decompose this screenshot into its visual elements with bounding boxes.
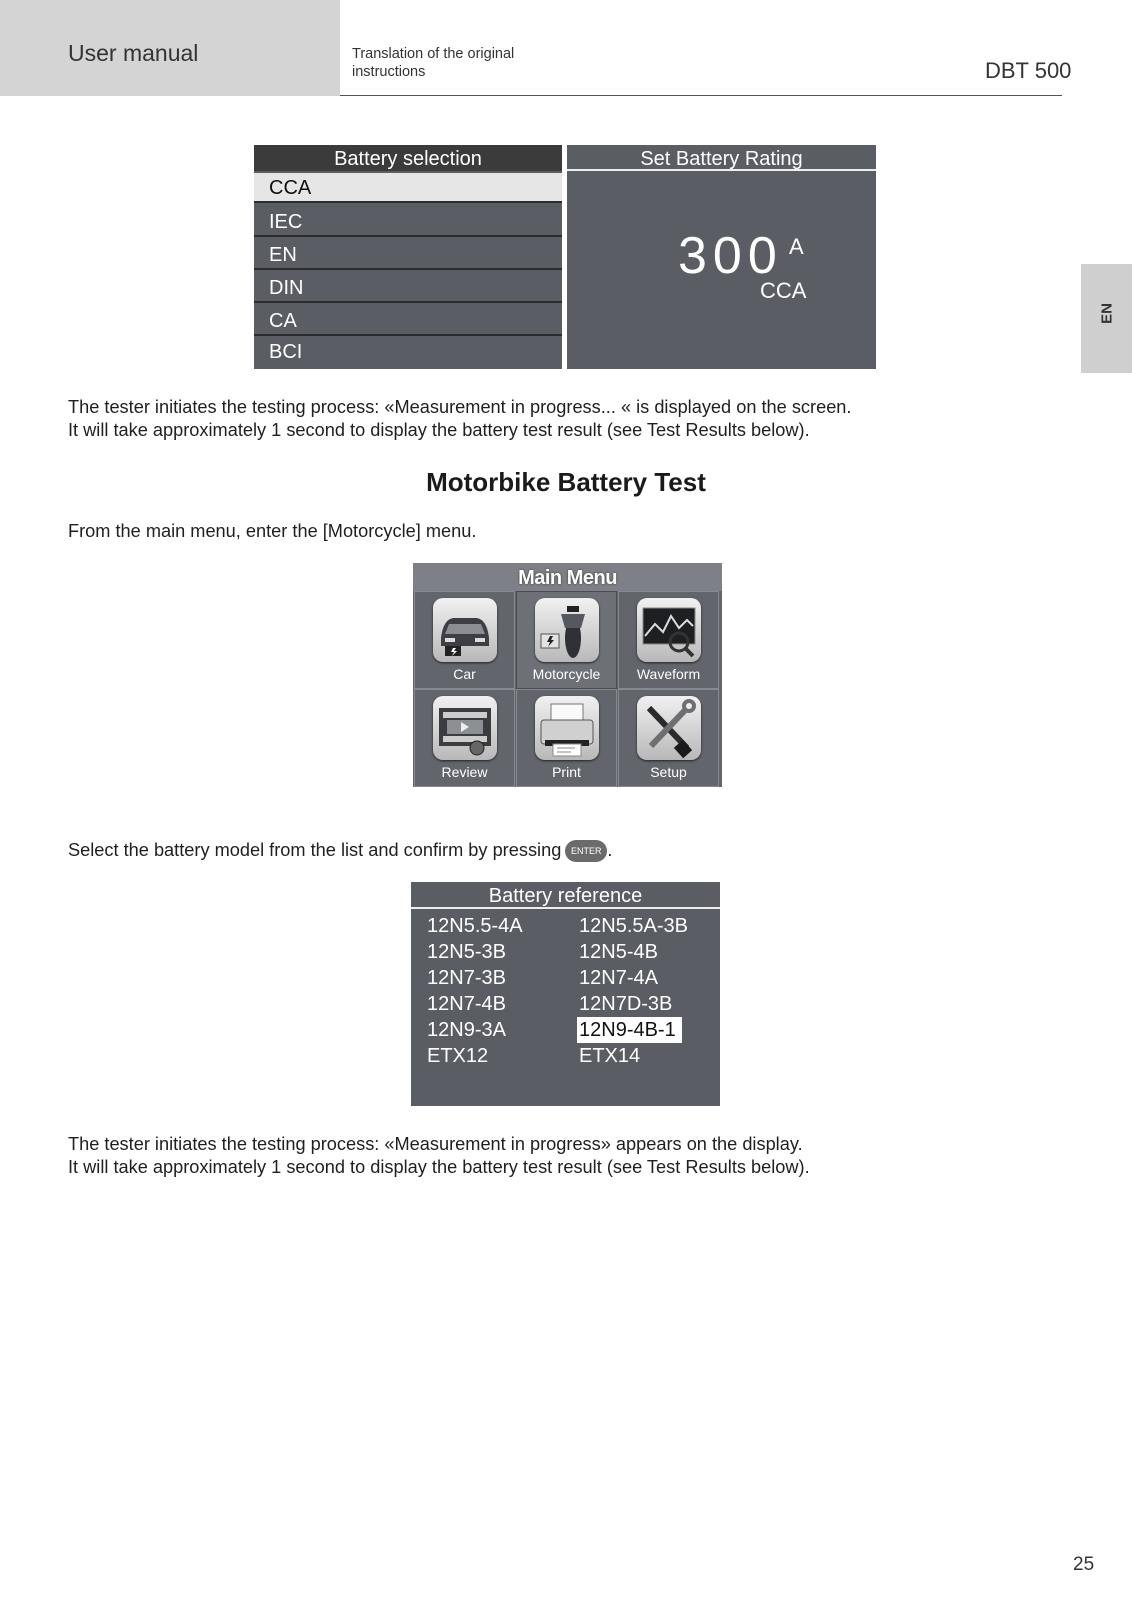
rating-value: 300 bbox=[678, 227, 783, 285]
menu-tile-review[interactable] bbox=[414, 689, 515, 787]
battery-model-item[interactable]: ETX12 bbox=[427, 1045, 489, 1067]
tools-icon bbox=[637, 696, 701, 760]
paragraph-select-model bbox=[68, 839, 612, 862]
paragraph-main-menu: From the main menu, enter the [Motorcycle] menu. bbox=[68, 521, 477, 541]
paragraph-line: It will take approximately 1 second to display the battery test result (see Test Results below). bbox=[68, 1157, 810, 1177]
battery-model-item[interactable]: 12N5.5A-3B bbox=[579, 915, 688, 937]
battery-standard-item[interactable]: IEC bbox=[254, 207, 562, 237]
menu-tile-label: Waveform bbox=[636, 666, 701, 682]
battery-model-item[interactable]: 12N7-4A bbox=[579, 967, 658, 989]
rating-unit: A bbox=[789, 234, 804, 259]
waveform-icon bbox=[637, 598, 701, 662]
header-subtitle-line2: instructions bbox=[352, 64, 426, 80]
battery-selection-title: Battery selection bbox=[254, 145, 562, 171]
menu-tile-motorcycle[interactable] bbox=[516, 591, 617, 689]
header-subtitle bbox=[352, 45, 552, 81]
battery-model-item[interactable]: 12N7-4B bbox=[427, 993, 506, 1015]
manual-title: User manual bbox=[68, 40, 199, 66]
battery-standard-item[interactable]: BCI bbox=[269, 341, 303, 363]
menu-tile-waveform[interactable] bbox=[618, 591, 719, 689]
film-icon bbox=[433, 696, 497, 760]
battery-reference-column-2 bbox=[579, 913, 688, 1069]
paragraph-measurement-2 bbox=[68, 1133, 810, 1179]
menu-tile-label: Print bbox=[552, 764, 581, 780]
set-rating-title: Set Battery Rating bbox=[567, 145, 876, 171]
menu-tile-label: Car bbox=[453, 666, 476, 682]
menu-tile-label: Motorcycle bbox=[532, 666, 601, 682]
page-number: 25 bbox=[1073, 1554, 1095, 1575]
rating-standard: CCA bbox=[760, 278, 807, 303]
header-divider bbox=[340, 95, 1062, 96]
menu-tile-setup[interactable] bbox=[618, 689, 719, 787]
model-name: DBT 500 bbox=[985, 58, 1072, 83]
car-icon bbox=[433, 598, 497, 662]
paragraph-line: The tester initiates the testing process: «Measurement in progress... « is displayed on the screen. bbox=[68, 397, 852, 417]
menu-tile-print[interactable] bbox=[516, 689, 617, 787]
section-heading: Motorbike Battery Test bbox=[426, 467, 706, 497]
menu-tile-car[interactable] bbox=[414, 591, 515, 689]
battery-standard-item[interactable]: CA bbox=[254, 306, 562, 336]
battery-model-item[interactable]: 12N7D-3B bbox=[579, 993, 673, 1015]
battery-model-item[interactable]: 12N5.5-4A bbox=[427, 915, 523, 937]
header-subtitle-line1: Translation of the original bbox=[352, 46, 515, 62]
battery-reference-column-1 bbox=[427, 913, 523, 1069]
battery-standard-item[interactable]: DIN bbox=[254, 273, 562, 303]
paragraph-line: The tester initiates the testing process: «Measurement in progress» appears on the display. bbox=[68, 1134, 803, 1154]
language-tab-label: EN bbox=[1098, 303, 1116, 324]
menu-tile-label: Setup bbox=[650, 764, 687, 780]
battery-model-item[interactable]: ETX14 bbox=[579, 1045, 641, 1067]
paragraph-text: Select the battery model from the list and confirm by pressing bbox=[68, 840, 562, 860]
battery-model-item[interactable]: 12N5-3B bbox=[427, 941, 506, 963]
battery-standard-item[interactable]: CCA bbox=[254, 173, 562, 203]
battery-model-item[interactable]: 12N7-3B bbox=[427, 967, 506, 989]
enter-button-icon: ENTER bbox=[565, 840, 607, 862]
main-menu-title: Main Menu bbox=[413, 563, 722, 591]
menu-tile-label: Review bbox=[441, 764, 488, 780]
battery-model-item[interactable]: 12N5-4B bbox=[579, 941, 658, 963]
motorcycle-icon bbox=[535, 598, 599, 662]
paragraph-end: . bbox=[607, 840, 613, 860]
paragraph-measurement-1 bbox=[68, 396, 851, 442]
paragraph-line: It will take approximately 1 second to display the battery test result (see Test Results below). bbox=[68, 420, 810, 440]
battery-reference-title: Battery reference bbox=[411, 882, 720, 909]
battery-model-item[interactable]: 12N9-3A bbox=[427, 1019, 506, 1041]
printer-icon bbox=[535, 696, 599, 760]
battery-model-item-selected[interactable]: 12N9-4B-1 bbox=[577, 1017, 682, 1043]
battery-standard-item[interactable]: EN bbox=[254, 240, 562, 270]
